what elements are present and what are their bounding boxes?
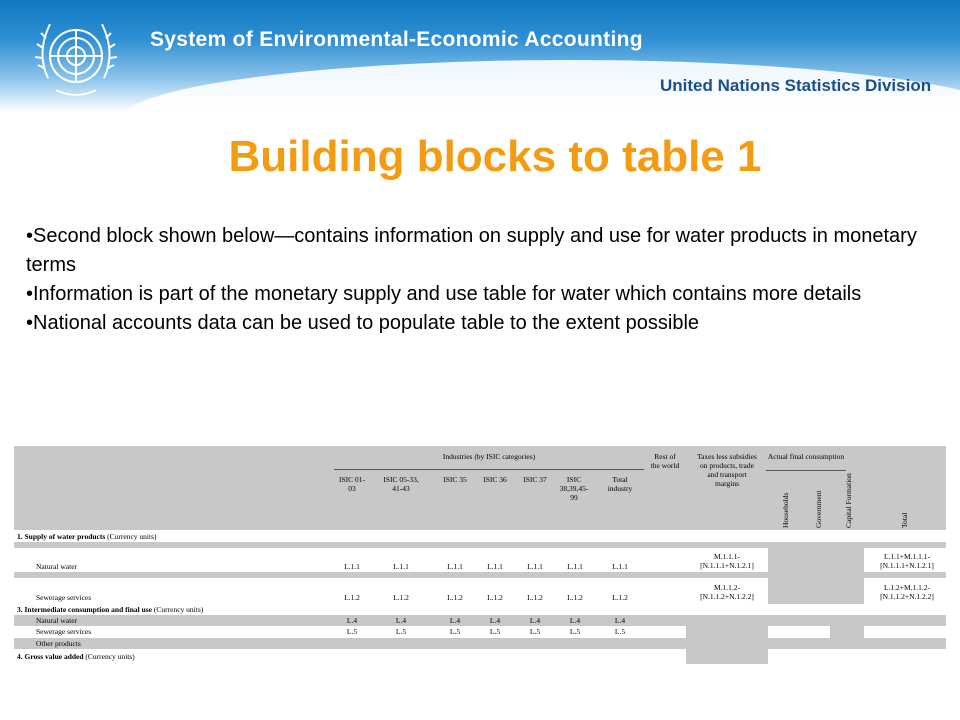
section-intermediate: 3. Intermediate consumption and final use (Currency units) [17, 605, 204, 614]
cell-value: L.4 [489, 616, 501, 625]
cell-value: L.1.1 [393, 562, 409, 571]
col-households: Households [781, 492, 790, 528]
row-other-products: Other products [36, 639, 81, 648]
cell-value: L.1.1 [487, 562, 503, 571]
cell-value: L.5 [346, 627, 358, 636]
slide-header [0, 0, 960, 112]
header-line [766, 470, 846, 471]
cell-value: L.4 [614, 616, 626, 625]
cell-value: L.1.1 [567, 562, 583, 571]
col-total-industry: Total industry [607, 475, 633, 493]
group-actual-final-label: Actual final consumption [767, 452, 845, 461]
cell-value: L.5 [614, 627, 626, 636]
un-emblem-icon [26, 8, 126, 108]
col-isic-37: ISIC 37 [523, 475, 547, 484]
division-name: United Nations Statistics Division [660, 76, 932, 95]
col-isic-38: ISIC 38,39,45- 99 [559, 475, 589, 502]
header-line [334, 469, 644, 470]
grey-band [14, 638, 946, 649]
cell-value: L.5 [449, 627, 461, 636]
cell-total-formula: L.1.2+M.1.1.2- [N.1.1.2+N.1.2.2] [880, 583, 934, 601]
cell-value: L.4 [569, 616, 581, 625]
col-total: Total [900, 512, 909, 528]
col-rest-of-world: Rest of the world [650, 452, 680, 470]
row-sewerage: Sewerage services [36, 627, 92, 636]
cell-value: L.5 [395, 627, 407, 636]
supply-use-table [14, 446, 946, 664]
cell-value: L.1.1 [612, 562, 628, 571]
cell-margin-formula: M.1.1.1- [N.1.1.1+N.1.2.1] [700, 552, 754, 570]
group-industries: Industries (by ISIC categories) [442, 452, 536, 461]
col-isic-05-33: ISIC 05-33, 41-43 [383, 475, 419, 493]
cell-value: L.4 [346, 616, 358, 625]
system-name: System of Environmental-Economic Accounting [150, 28, 643, 51]
section-gross-value-added: 4. Gross value added (Currency units) [17, 652, 135, 661]
bullet-list [26, 222, 926, 338]
cell-value: L.5 [569, 627, 581, 636]
bullet-item: •Information is part of the monetary supply and use table for water which contains more details [26, 283, 862, 305]
cell-value: L.1.2 [612, 593, 628, 602]
bullet-item: •National accounts data can be used to populate table to the extent possible [26, 312, 700, 334]
cell-value: L.1.2 [487, 593, 503, 602]
slide-title: Building blocks to table 1 [228, 132, 762, 181]
cell-value: L.1.1 [447, 562, 463, 571]
cell-value: L.1.1 [344, 562, 360, 571]
cell-value: L.1.2 [567, 593, 583, 602]
col-isic-36: ISIC 36 [483, 475, 507, 484]
bullet-item: •Second block shown below—contains information on supply and use for water products in monetary terms [26, 225, 917, 276]
row-natural-water: Natural water [36, 562, 78, 571]
cell-total-formula: L.1.1+M.1.1.1- [N.1.1.1+N.1.2.1] [880, 552, 934, 570]
cell-value: L.1.2 [344, 593, 360, 602]
cell-value: L.5 [489, 627, 501, 636]
col-government: Government [814, 490, 823, 528]
col-isic-35: ISIC 35 [443, 475, 467, 484]
cell-value: L.1.1 [527, 562, 543, 571]
cell-value: L.4 [395, 616, 407, 625]
cell-value: L.4 [449, 616, 461, 625]
grey-block [686, 615, 768, 664]
col-isic-01-03: ISIC 01- 03 [338, 475, 366, 493]
grey-block [830, 615, 864, 649]
cell-value: L.4 [529, 616, 541, 625]
cell-value: L.1.2 [527, 593, 543, 602]
cell-value: L.5 [529, 627, 541, 636]
row-natural-water: Natural water [36, 616, 78, 625]
row-sewerage: Sewerage services [36, 593, 92, 602]
col-taxes: Taxes less subsidies on products, trade and transport margins [697, 452, 757, 488]
cell-value: L.1.2 [393, 593, 409, 602]
grey-band [14, 572, 946, 578]
cell-margin-formula: M.1.1.2- [N.1.1.2+N.1.2.2] [700, 583, 754, 601]
section-supply: 1. Supply of water products (Currency units) [17, 532, 157, 541]
cell-value: L.1.2 [447, 593, 463, 602]
col-capital-formation: Capital Formation [844, 473, 853, 528]
